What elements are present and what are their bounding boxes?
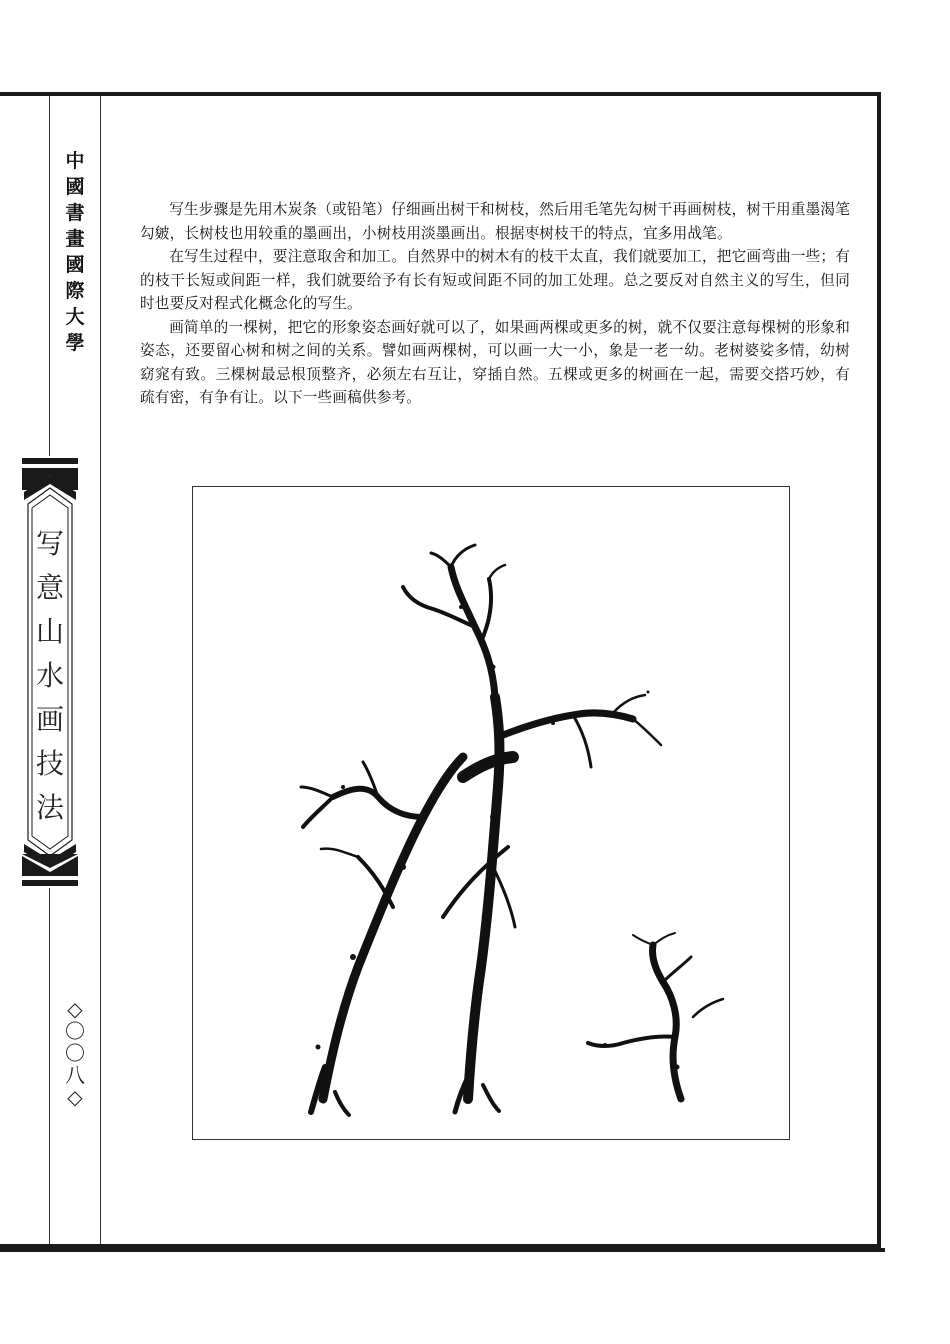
page-number-ornament: ◇ [67,1085,83,1109]
series-title-char: 中 [65,150,85,172]
paragraph: 在写生过程中，要注意取舍和加工。自然界中的树木有的枝干太直，我们就要加工，把它画弯曲一些；有的枝干长短或间距一样，我们就要给予有长有短或间距不同的加工处理。总之要反对自然主义的写生，但同时也要反对程式化概念化的写生。 [140,248,850,312]
series-title-char: 畫 [65,228,85,250]
page-number-ornament: ◇ [67,997,83,1021]
book-title [22,522,78,830]
book-title-char: 意 [35,571,64,604]
book-title-char: 画 [35,703,64,736]
book-title-char: 山 [35,615,64,648]
page-frame-shadow [0,1248,885,1252]
series-title-char: 學 [65,332,85,354]
series-title-char: 國 [65,254,85,276]
paragraph: 写生步骤是先用木炭条（或铅笔）仔细画出树干和树枝，然后用毛笔先勾树干再画树枝，树干用重墨渴笔勾皴，长树枝也用较重的墨画出，小树枝用淡墨画出。根据枣树枝干的特点，宜多用战笔。 [140,201,850,242]
ink-tree-drawing [193,487,789,1139]
book-title-char: 水 [35,659,64,692]
series-title-char: 大 [65,306,85,328]
book-title-char: 法 [35,791,64,824]
tree-illustration [192,486,790,1140]
sidebar-rule-right [100,96,101,1244]
body-text [140,198,850,410]
series-title [50,148,100,448]
page-number-digit: 〇 [65,1019,85,1043]
series-title-char: 際 [65,280,85,302]
page-number-digit: 〇 [65,1041,85,1065]
book-title-char: 写 [35,527,64,560]
page-number-digit: 八 [65,1063,85,1087]
paragraph: 画简单的一棵树，把它的形象姿态画好就可以了，如果画两棵或更多的树，就不仅要注意每棵树的形象和姿态，还要留心树和树之间的关系。譬如画两棵树，可以画一大一小，象是一老一幼。老树婆娑多情，幼树窈窕有致。三棵树最忌根顶整齐，必须左右互让，穿插自然。五棵或更多的树画在一起，需要交搭巧妙，有疏有密，有争有让。以下一些画稿供参考。 [140,318,850,406]
book-title-char: 技 [35,747,64,780]
book-title-block [22,456,78,888]
series-title-char: 書 [65,202,85,224]
page-number [50,998,100,1108]
series-title-char: 國 [65,176,85,198]
